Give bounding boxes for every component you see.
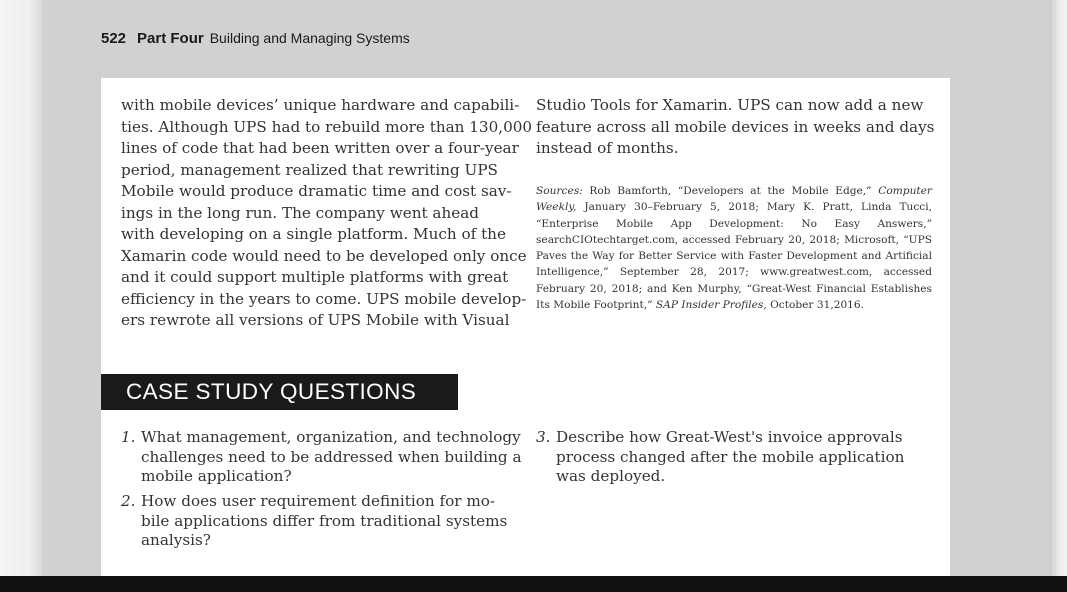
page-content — [101, 78, 950, 576]
viewer-bottom-bar — [0, 576, 1067, 592]
sources-publication: SAP Insider Profiles, — [655, 299, 767, 312]
book-page — [42, 0, 1049, 576]
running-head — [101, 30, 410, 48]
question-number: 2. — [121, 492, 136, 510]
question-text — [141, 492, 507, 551]
text-line: ties. Although UPS had to rebuild more than 130,000 — [121, 117, 533, 136]
question-number: 1. — [121, 428, 136, 446]
text-line: bile applications differ from traditional systems — [141, 511, 508, 530]
sources-label: Sources: — [536, 185, 583, 197]
sources-text: October 31,2016. — [766, 299, 865, 312]
text-line: with developing on a single platform. Much of the — [121, 225, 506, 243]
question-text — [141, 428, 522, 487]
chapter-title: Building and Managing Systems — [209, 30, 410, 46]
body-text-left-column — [121, 95, 533, 332]
text-line: lines of code that had been written over a four-year — [121, 139, 519, 157]
text-line: What management, organization, and technology — [141, 428, 521, 446]
text-line: and it could support multiple platforms with great — [121, 268, 509, 286]
text-line: ers rewrote all versions of UPS Mobile with Visual — [121, 311, 510, 329]
question-text — [556, 428, 904, 487]
text-line: instead of months. — [536, 139, 679, 157]
sources-text: January 30–February 5, 2018; Mary K. Pratt, Linda Tucci, “Enterprise Mobile App Development: No Easy Answers,” searchCIOtechtarget.com, accessed February 20, 2018; Microsoft, “UPS Paves the Way for Better Service with Faster Development and Artificial Intelligence,” September 28, 2017; www.greatwest.com, accessed February 20, 2018; and Ken Murphy, “Great-West Financial Establishes Its Mobile Footprint,” — [536, 201, 932, 312]
text-line: Mobile would produce dramatic time and cost sav- — [121, 182, 512, 200]
text-line: challenges need to be addressed when building a — [141, 447, 522, 466]
case-study-heading — [101, 374, 458, 410]
text-line: with mobile devices’ unique hardware and capabili- — [121, 96, 520, 114]
text-line: efficiency in the years to come. UPS mobile develop- — [121, 289, 527, 308]
text-line: was deployed. — [556, 467, 666, 485]
sources-publication: Computer Weekly, — [536, 185, 932, 214]
text-line: Describe how Great-West's invoice approvals — [556, 428, 903, 446]
body-text-right-column — [536, 95, 935, 160]
case-study-heading-text: CASE STUDY QUESTIONS — [126, 379, 417, 404]
text-line: ings in the long run. The company went ahead — [121, 203, 480, 222]
text-line: feature across all mobile devices in weeks and days — [536, 117, 935, 136]
text-line: Studio Tools for Xamarin. UPS can now add a new — [536, 96, 924, 114]
text-line: analysis? — [141, 531, 211, 549]
part-label: Part Four — [137, 30, 204, 47]
question-number: 3. — [536, 428, 551, 446]
viewer-margin-left — [0, 0, 42, 592]
text-line: process changed after the mobile application — [556, 447, 905, 466]
viewer-margin-right — [1049, 0, 1067, 592]
text-line: period, management realized that rewriting UPS — [121, 160, 498, 179]
page-number: 522 — [101, 30, 127, 47]
text-line: mobile application? — [141, 467, 292, 485]
text-line: How does user requirement definition for mo- — [141, 492, 496, 510]
sources-note — [536, 183, 932, 313]
text-line: Xamarin code would need to be developed only once — [121, 246, 527, 265]
sources-text: Rob Bamforth, “Developers at the Mobile Edge,” — [582, 185, 879, 197]
